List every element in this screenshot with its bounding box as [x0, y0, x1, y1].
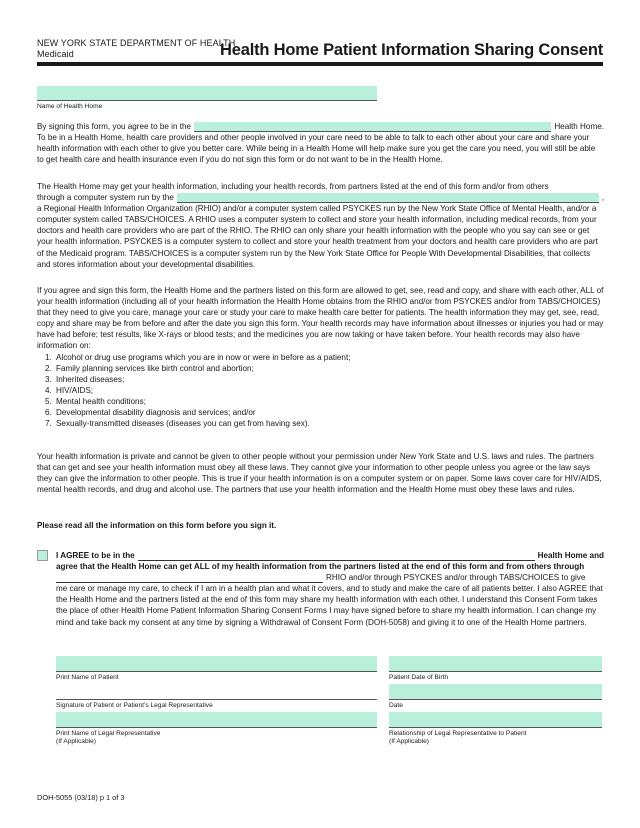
rhio-name-input[interactable] — [177, 193, 599, 203]
records-paragraph — [37, 181, 604, 270]
header-rule — [37, 62, 603, 66]
privacy-paragraph: Your health information is private and cannot be given to other people without your permission under New York State and U.S. laws and rules. The partners that can get and see your health information must obey all these laws. They cannot give your information to other people unless you agree or the law says they can give the information to other people. This is true if your health information is on a computer system or on paper. Some laws cover care for HIV/AIDS, mental health records, and drug and alcohol use. The partners that use your health information and the Health Home must obey these laws and rules. — [37, 452, 602, 495]
relationship-text: Relationship of Legal Representative to Patient — [389, 730, 527, 737]
records-line2-end: , — [601, 193, 604, 203]
patient-name-input[interactable] — [56, 656, 377, 672]
agree-rest: me care or manage my care, to check if I am in a health plan and what it covers, and to study and make the care of all patients better. I also AGREE that the Health Home and the partners listed at the end of this form may share my health information with each other. I understand this Consent Form takes the place of other Health Home Patient Information Sharing Consent Forms I may have signed before to share my health information. I can change my mind and take back my consent at any time by signing a Withdrawal of Consent Form (DOH-5058) and giving it to one of the Health Home partners. — [56, 584, 603, 627]
date-label: Date — [389, 702, 403, 709]
department-header — [37, 38, 235, 60]
agree-health-home-input[interactable] — [138, 551, 535, 561]
legal-rep-name-note: (If Applicable) — [56, 738, 96, 745]
records-rest: a Regional Health Information Organization (RHIO) and/or a computer system called PSYCKES run by the New York State Office of Mental Health, and/or a computer system called TABS/CHOICES. A RHIO uses a computer system to collect and store your health information, including medical records, from your doctors and health care providers who are part of the RHIO. The RHIO can only share your health information with the people who you say can see or get your health information. PSYCKES is a computer system to collect and store your health treatment from your doctors and health care providers who are part of the Medicaid program. TABS/CHOICES is a computer system run by the New York State Office for People With Developmental Disabilities, that collects and stores information about your developmental disabilities. — [37, 204, 598, 269]
intro-start: By signing this form, you agree to be in the — [37, 122, 192, 131]
intro-rest: To be in a Health Home, health care providers and other people involved in your care need to be able to talk to each other about your care and share your health information with each other to give you better care. While being in a Health Home will help make sure you get the care you need, you will still be able to get health care and health insurance even if you do not sign this form or do not want to be in the Health Home. — [37, 133, 596, 165]
patient-name-label: Print Name of Patient — [56, 674, 119, 681]
list-item: 3. Inherited diseases; — [54, 374, 604, 385]
list-item: 5. Mental health conditions; — [54, 396, 604, 407]
records-line2-start: through a computer system run by the — [37, 193, 174, 203]
intro-paragraph — [37, 121, 604, 165]
department-name: NEW YORK STATE DEPARTMENT OF HEALTH — [37, 38, 236, 48]
form-footer: DOH-5055 (03/18) p 1 of 3 — [37, 793, 125, 802]
agreement-block — [56, 550, 604, 628]
sharing-paragraph — [37, 285, 604, 429]
relationship-label — [389, 730, 526, 746]
sharing-text: If you agree and sign this form, the Health Home and the partners listed on this form are allowed to get, see, read and copy, and share with each other, ALL of your health information (including all of your health information the Health Home obtains from the RHIO and/or from PSYCKES and/or from TABS/CHOICES) that they need to give you care, manage your care or study your care to make health care better for patients. The health information they may get, see, read, copy and share may be from before and after the date you sign this form. Your health records may have information about illnesses or injuries you had or may have had before; test results, like X-rays or blood tests; and the medicines you are now taking or have taken before. Your health records may also have information on: — [37, 286, 604, 351]
agency-name: Medicaid — [37, 49, 74, 59]
legal-rep-name-label — [56, 730, 160, 746]
agree-rhio-input[interactable] — [56, 573, 323, 583]
agree-line2: agree that the Health Home can get ALL of my health information from the partners listed at the end of this form and from others through — [56, 562, 585, 572]
signature-line[interactable] — [56, 684, 377, 700]
health-home-inline-input[interactable] — [194, 122, 551, 132]
dob-input[interactable] — [389, 656, 602, 672]
legal-rep-name-text: Print Name of Legal Representative — [56, 730, 161, 737]
records-line1: The Health Home may get your health information, including your health records, from partners listed at the end of this form and/or from others — [37, 182, 549, 191]
list-item: 4. HIV/AIDS; — [54, 385, 604, 396]
agree-line1-start: I AGREE to be in the — [56, 551, 135, 560]
page-title: Health Home Patient Information Sharing Consent — [220, 41, 603, 59]
agree-line1-end: Health Home and — [537, 551, 604, 560]
agree-checkbox[interactable] — [37, 550, 48, 561]
relationship-note: (If Applicable) — [389, 738, 429, 745]
list-item: 1. Alcohol or drug use programs which you are in now or were in before as a patient; — [54, 352, 604, 363]
date-input[interactable] — [389, 684, 602, 700]
intro-end: Health Home. — [554, 122, 604, 131]
list-item: 6. Developmental disability diagnosis and services; and/or — [54, 407, 604, 418]
sensitive-info-list — [37, 352, 604, 430]
health-home-name-input[interactable] — [37, 86, 377, 101]
read-notice: Please read all the information on this form before you sign it. — [37, 521, 277, 530]
relationship-input[interactable] — [389, 712, 602, 728]
signature-label: Signature of Patient or Patient’s Legal Representative — [56, 702, 213, 709]
list-item: 2. Family planning services like birth control and abortion; — [54, 363, 604, 374]
dob-label: Patient Date of Birth — [389, 674, 449, 681]
legal-rep-name-input[interactable] — [56, 712, 377, 728]
health-home-name-label: Name of Health Home — [37, 103, 103, 110]
agree-line3-end: RHIO and/or through PSYCKES and/or through TABS/CHOICES to give — [326, 573, 586, 583]
list-item: 7. Sexually-transmitted diseases (diseases you can get from having sex). — [54, 418, 604, 429]
